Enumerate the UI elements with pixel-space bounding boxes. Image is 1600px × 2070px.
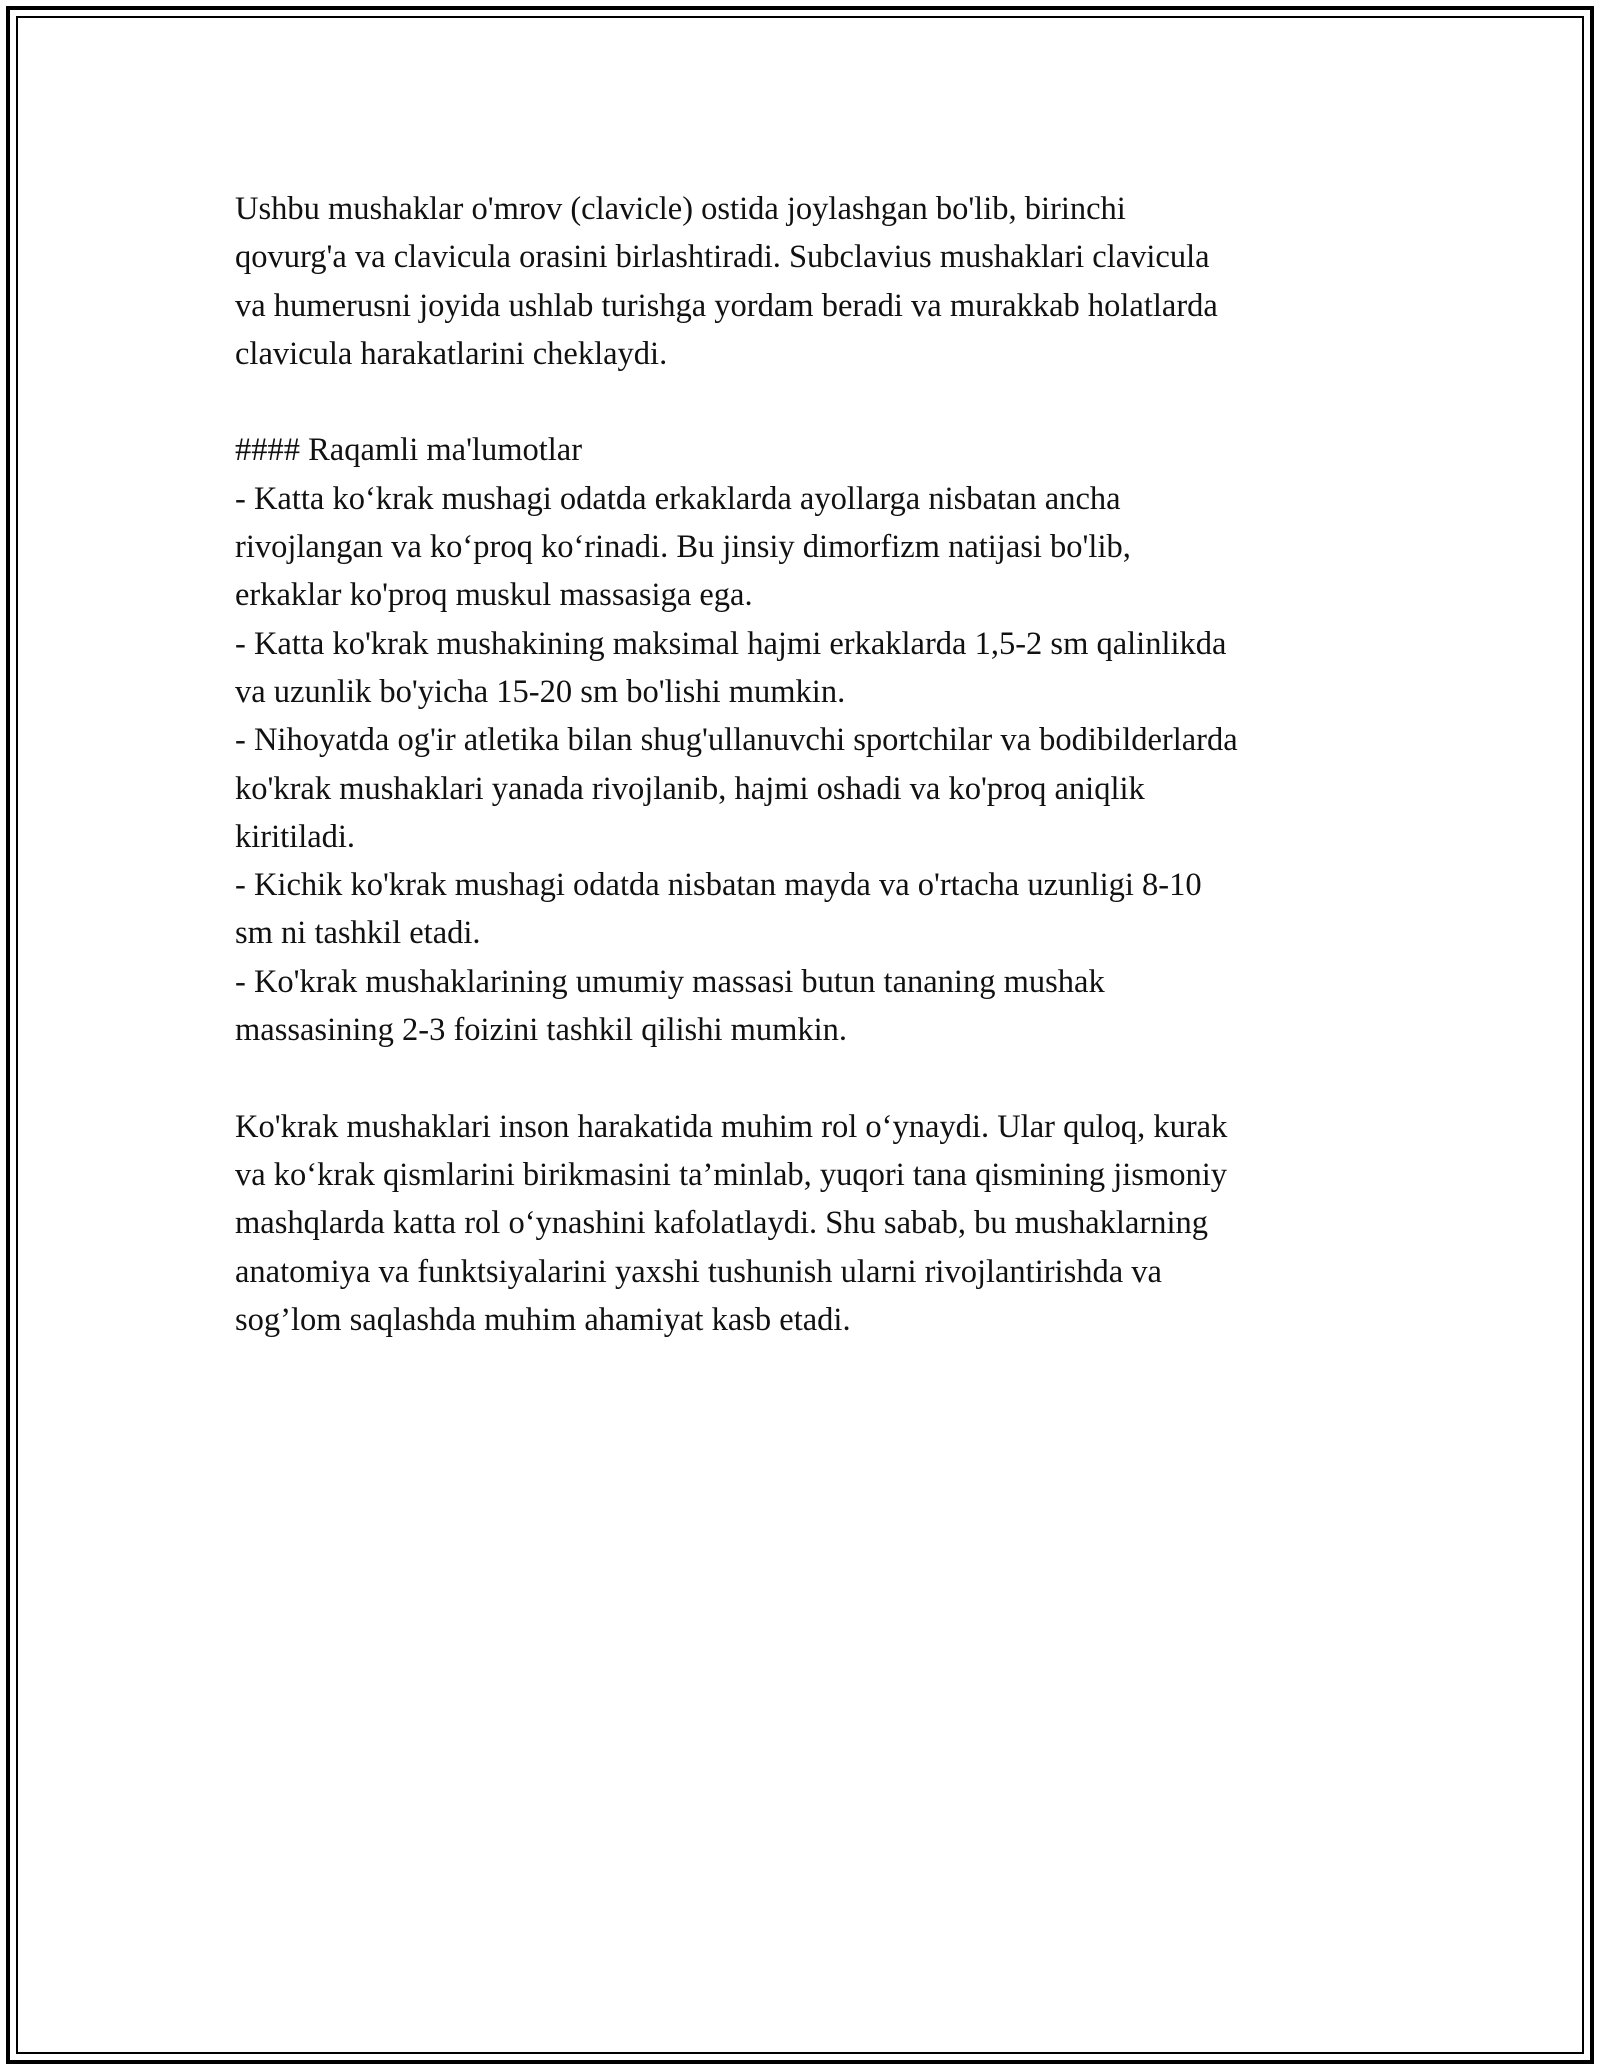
list-item — [235, 475, 1375, 620]
text-line: qovurg'a va clavicula orasini birlashtiradi. Subclavius mushaklari clavicula — [235, 239, 1210, 276]
text-line: va uzunlik bo'yicha 15-20 sm bo'lishi mumkin. — [235, 673, 846, 710]
text-line: Ushbu mushaklar o'mrov (clavicle) ostida joylashgan bo'lib, birinchi — [235, 191, 1126, 227]
text-line: va ko‘krak qismlarini birikmasini ta’minlab, yuqori tana qismining jismoniy — [235, 1156, 1228, 1193]
text-line: - Katta ko‘krak mushagi odatda erkaklarda ayollarga nisbatan ancha — [235, 480, 1121, 517]
text-line: erkaklar ko'proq muskul massasiga ega. — [235, 577, 753, 614]
text-line: sm ni tashkil etadi. — [235, 915, 481, 952]
text-line: mashqlarda katta rol o‘ynashini kafolatlaydi. Shu sabab, bu mushaklarning — [235, 1205, 1208, 1242]
text-line: kiritiladi. — [235, 818, 356, 855]
text-line: Ko'krak mushaklari inson harakatida muhim rol o‘ynaydi. Ular quloq, kurak — [235, 1108, 1228, 1145]
text-line: - Ko'krak mushaklarining umumiy massasi butun tananing mushak — [235, 963, 1105, 1000]
text-line: va humerusni joyida ushlab turishga yordam beradi va murakkab holatlarda — [235, 287, 1218, 324]
paragraph-spacer — [235, 1054, 1375, 1102]
text-line: - Katta ko'krak mushakining maksimal hajmi erkaklarda 1,5-2 sm qalinlikda — [235, 625, 1227, 662]
section-heading — [235, 426, 1375, 474]
section-heading-text: #### Raqamli ma'lumotlar — [235, 432, 583, 469]
text-line: - Kichik ko'krak mushagi odatda nisbatan mayda va o'rtacha uzunligi 8-10 — [235, 867, 1202, 904]
text-line: rivojlangan va ko‘proq ko‘rinadi. Bu jinsiy dimorfizm natijasi bo'lib, — [235, 529, 1131, 566]
list-item — [235, 620, 1375, 717]
bullet-list — [235, 475, 1375, 1055]
text-line: sog’lom saqlashda muhim ahamiyat kasb etadi. — [235, 1301, 851, 1338]
text-line: - Nihoyatda og'ir atletika bilan shug'ullanuvchi sportchilar va bodibilderlarda — [235, 722, 1238, 759]
text-line: clavicula harakatlarini cheklaydi. — [235, 335, 668, 372]
list-item — [235, 861, 1375, 958]
text-line: ko'krak mushaklari yanada rivojlanib, hajmi oshadi va ko'proq aniqlik — [235, 770, 1145, 807]
intro-paragraph — [235, 185, 1375, 378]
text-line: massasining 2-3 foizini tashkil qilishi mumkin. — [235, 1012, 848, 1049]
list-item — [235, 716, 1375, 861]
document-body — [235, 185, 1375, 1344]
text-line: anatomiya va funktsiyalarini yaxshi tushunish ularni rivojlantirishda va — [235, 1253, 1162, 1290]
list-item — [235, 958, 1375, 1055]
paragraph-spacer — [235, 378, 1375, 426]
conclusion-paragraph — [235, 1103, 1375, 1344]
